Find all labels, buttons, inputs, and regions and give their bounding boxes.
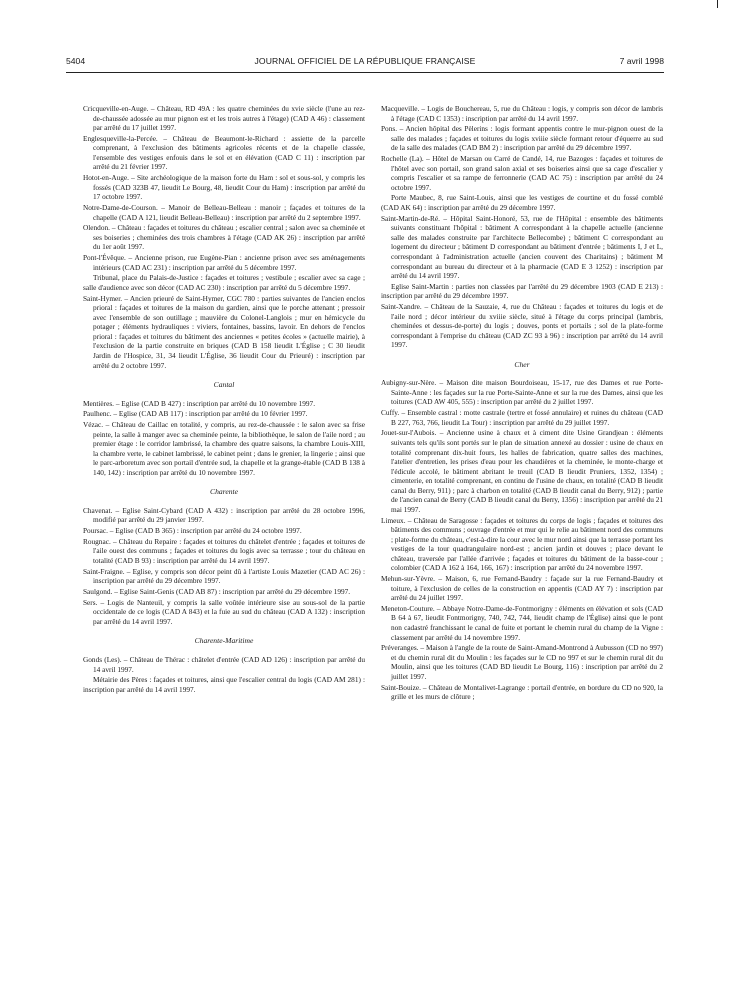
monument-entry: Saulgond. – Eglise Saint-Genis (CAD AB 87) : inscription par arrêté du 29 décembre 1997. [83,587,351,597]
sub-entry: Métairie des Pères : façades et toitures, ainsi que l'escalier central du logis (CAD AM 281) : inscription par arrêté du 14 avril 1997. [83,675,365,694]
monument-entry: Saint-Hymer. – Ancien prieuré de Saint-Hymer, CGC 780 : parties suivantes de l'ancien enclos prioral : façades et toitures de la maison du gardien, ainsi que le porche attenant ; pressoir avec l'ensemble de son outillage ; mauvière du Colonel-Langlois ; mur en hémicycle du potager ; éléments hydrauliques : viviers, fontaines, bassins, lavoir. En dehors de l'enclos prioral : façades et toitures du bâtiment des anciennes « petites écoles » (actuelle mairie), à l'exclusion de la partie construite en briques (CAD B 158 lieudit L'Église ; C 30 lieudit Jardin de l'Hospice, 31, 34 lieudit L'Église, 36 lieudit Cour du Prieuré) : inscription par arrêté du 2 octobre 1997. [83,293,365,370]
monument-entry: Poursac. – Eglise (CAD B 365) : inscription par arrêté du 24 octobre 1997. [83,526,302,536]
monument-entry: Jouet-sur-l'Aubois. – Ancienne usine à chaux et à ciment dite Usine Grandjean : éléments suivants tels qu'ils sont portés sur le plan de situation annexé au dossier : usine de chaux en totalité comprenant dix-huit fours, les halles de fabrication, quatre salles des machines, l'atelier d'entretien, les prises d'eau pour les chaudières et la cheminée, le monte-charge et l'édicule accolé, le bâtiment abritant le treuil (CAD B lieudit Pruniers, 1352, 1354) ; cimenterie, en totalité comprenant, en continu de l'usine de chaux, en totalité (CAD B lieudit canal du Berry, 911) ; parc à charbon en totalité (CAD B lieudit canal du Berry, 912) ; partie de l'ancien canal de Berry (CAD B lieudit canal du Berry, 1356) : inscription par arrêté du 21 mai 1997. [381,428,663,514]
monument-entry: Rochelle (La). – Hôtel de Marsan ou Carré de Candé, 14, rue Bazoges : façades et toitures de l'hôtel avec son portail, son grand salon axial et ses boiseries ainsi que sa cage d'escalier y compris l'escalier et sa rampe de ferronnerie (CAD AC 75) : inscription par arrêté du 24 octobre 1997. [381,154,663,192]
monument-entry: Pont-l'Évêque. – Ancienne prison, rue Eugène-Pian : ancienne prison avec ses aménagements intérieurs (CAD AC 231) : inscription par arrêté du 5 décembre 1997. [83,253,365,272]
header-rule [66,72,664,73]
monument-entry: Notre-Dame-de-Courson. – Manoir de Belleau-Belleau : manoir ; façades et toitures de la chapelle (CAD A 121, lieudit Belleau-Belleau) : inscription par arrêté du 2 septembre 1997. [83,203,365,222]
monument-entry: Mentières. – Eglise (CAD B 427) : inscription par arrêté du 10 novembre 1997. [83,398,316,408]
monument-entry: Olendon. – Château : façades et toitures du château ; escalier central ; salon avec sa cheminée et ses boiseries ; cheminées des trois chambres à l'étage (CAD AK 26) : inscription par arrêté du 1er août 1997. [83,223,365,252]
department-heading: Cher [514,359,530,369]
sub-entry: Eglise Saint-Martin : parties non classées par l'arrêté du 29 décembre 1903 (CAD E 213) : inscription par arrêté du 29 décembre 1997. [381,281,663,301]
left-column [83,104,365,696]
sub-entry: Tribunal, place du Palais-de-Justice : façades et toitures ; vestibule ; escalier avec sa cage ; salle d'audience avec son décor (CAD AC 230) : inscription par arrêté du 5 décembre 1997. [83,273,365,292]
monument-entry: Chavenat. – Eglise Saint-Cybard (CAD A 432) : inscription par arrêté du 28 octobre 1996, modifié par arrêté du 29 janvier 1997. [83,505,365,525]
monument-entry: Saint-Xandre. – Château de la Sauzaie, 4, rue du Château : façades et toitures du logis et de l'aile nord ; décor intérieur du xviiie siècle, situé à l'étage du corps principal (lambris, cheminées et dessus-de-porte) du logis ; douves, ponts et portails ; sol de la plate-forme correspondant à l'emprise du château (CAD ZC 93 à 96) : inscription par arrêté du 14 avril 1997. [381,302,663,350]
monument-entry: Cuffy. – Ensemble castral : motte castrale (tertre et fossé annulaire) et ruines du château (CAD B 227, 763, 766, lieudit La Tour) : inscription par arrêté du 29 juillet 1997. [381,408,663,427]
issue-date: 7 avril 1998 [619,56,664,66]
monument-entry: Limeux. – Château de Saragosse : façades et toitures du corps de logis ; façades et toitures des bâtiments des communs ; ouvrage d'entrée et mur qui le relie au bâtiment nord des communs ; plate-forme du château, c'est-à-dire la cour avec le mur nord ainsi que la terrasse portant les vestiges de la tour quadrangulaire nord-est ; ancien jardin et douves ; place devant le château, traversée par l'allée d'arrivée ; façades et toitures du bâtiment de la basse-cour ; colombier (CAD A 162 à 164, 166, 167) : inscription par arrêté du 24 novembre 1997. [381,515,663,573]
monument-entry: Préveranges. – Maison à l'angle de la route de Saint-Amand-Montrond à Aubusson (CD no 997) et du chemin rural dit du Moulin : les façades sur le CD no 997 et sur le chemin rural dit du Moulin, ainsi que les toitures (CAD BD lieudit Le Bourg, 116) : inscription par arrêté du 2 juillet 1997. [381,643,663,681]
monument-entry: Aubigny-sur-Nère. – Maison dite maison Bourdoiseau, 15-17, rue des Dames et rue Porte-Sainte-Anne : les façades sur la rue Porte-Sainte-Anne et sur la rue des Dames, ainsi que les toitures (CAD AW 405, 555) : inscription par arrêté du 2 juillet 1997. [381,378,663,407]
page-edge-mark [717,0,718,8]
monument-entry: Paulhenc. – Eglise (CAD AB 117) : inscription par arrêté du 10 février 1997. [83,409,308,419]
monument-entry: Vézac. – Château de Caillac en totalité, y compris, au rez-de-chaussée : le salon avec sa frise peinte, la salle à manger avec sa cheminée peinte, la bibliothèque, le salon de l'aile nord ; au premier étage : le corridor lambrissé, la chambre des quatre saisons, la chambre Louis-XIII, la chambre verte, le cabinet lambrissé, le cabinet peint ; dans le grenier, la lingerie ; ainsi que le parc-arboretum avec son portail d'entrée sud, la chapelle et la grange-étable (CAD B 138 à 140, 142) : inscription par arrêté du 10 novembre 1997. [83,420,365,477]
monument-entry: Hotot-en-Auge. – Site archéologique de la maison forte du Ham : sol et sous-sol, y compris les fossés (CAD 323B 47, lieudit Le Bourg, 48, lieudit Cour du Ham) : inscription par arrêté du 17 octobre 1997. [83,173,365,202]
monument-entry: Rougnac. – Château du Repaire : façades et toitures du châtelet d'entrée ; façades et toitures de l'aile ouest des communs ; façades et toitures du logis avec sa terrasse ; tour du château en totalité (CAD B 93) : inscription par arrêté du 14 avril 1997. [83,536,365,566]
journal-title: JOURNAL OFFICIEL DE LA RÉPUBLIQUE FRANÇAISE [254,56,476,66]
department-heading: Charente [210,487,238,497]
monument-entry: Englesqueville-la-Percée. – Château de Beaumont-le-Richard : assiette de la parcelle comprenant, à l'exclusion des bâtiments agricoles récents et de la chapelle classée, l'ensemble des vestiges enfouis dans le sol et en élévation (CAD C 11) : inscription par arrêté du 21 février 1997. [83,133,365,172]
monument-entry: Saint-Fraigne. – Eglise, y compris son décor peint dû à l'artiste Louis Mazetier (CAD AC 26) : inscription par arrêté du 29 décembre 1997. [83,566,365,586]
page-header [66,56,664,70]
department-heading: Charente-Maritime [194,636,254,646]
monument-entry: Macqueville. – Logis de Bouchereau, 5, rue du Château : logis, y compris son décor de lambris à l'étage (CAD C 1353) : inscription par arrêté du 14 avril 1997. [381,104,663,123]
monument-entry: Sers. – Logis de Nanteuil, y compris la salle voûtée intérieure sise au sous-sol de la partie occidentale de ce logis (CAD A 843) et la fuie au sud du château (CAD A 132) : inscription par arrêté du 14 avril 1997. [83,597,365,626]
monument-entry: Saint-Bouize. – Château de Montalivet-Lagrange : portail d'entrée, en bordure du CD no 920, la grille et les murs de clôture ; [381,682,663,702]
department-heading: Cantal [213,380,235,390]
page-number: 5404 [66,56,86,66]
monument-entry: Pons. – Ancien hôpital des Pèlerins : logis formant appentis contre le mur-pignon ouest de la salle des malades ; façades et toitures du logis xviiie siècle formant retour d'équerre au sud de la salle des malades (CAD BM 2) : inscription par arrêté du 29 décembre 1997. [381,124,663,153]
monument-entry: Meneton-Couture. – Abbaye Notre-Dame-de-Fontmorigny : éléments en élévation et sols (CAD B 64 à 67, lieudit Fontmorigny, 740, 742, 744, lieudit champ de l'Église) ainsi que le pont non cadastré franchissant le canal de fuite et portant le chemin rural du champ de la Vigne : classement par arrêté du 14 novembre 1997. [381,603,663,642]
sub-entry: Porte Maubec, 8, rue Saint-Louis, ainsi que les vestiges de courtine et du fossé comblé (CAD AK 64) : inscription par arrêté du 29 décembre 1997. [381,193,663,213]
right-column [381,104,663,703]
monument-entry: Mehun-sur-Yèvre. – Maison, 6, rue Fernand-Baudry : façade sur la rue Fernand-Baudry et toiture, à l'exclusion de celles de la construction en appentis (CAD AY 7) : inscription par arrêté du 24 juillet 1997. [381,574,663,603]
monument-entry: Saint-Martin-de-Ré. – Hôpital Saint-Honoré, 53, rue de l'Hôpital : ensemble des bâtiments suivants constituant l'hôpital : bâtiment A correspondant à la chapelle actuelle (ancienne salle des malades construite par l'architecte Bellecombe) ; bâtiment C correspondant au logement du directeur ; bâtiment D correspondant au bâtiment d'entrée ; bâtiments I, J et L, correspondant à l'administration actuelle (ancien couvent des Charitains) ; bâtiment M correspondant au bureau du directeur et à la pharmacie (CAD E 3 1252) : inscription par arrêté du 14 avril 1997. [381,213,663,281]
monument-entry: Cricqueville-en-Auge. – Château, RD 49A : les quatre cheminées du xvie siècle (l'une au rez-de-chaussée adossée au mur pignon est et les trois autres à l'étage) (CAD A 46) : classement par arrêté du 17 juillet 1997. [83,104,365,133]
monument-entry: Gonds (Les). – Château de Thérac : châtelet d'entrée (CAD AD 126) : inscription par arrêté du 14 avril 1997. [83,654,365,674]
